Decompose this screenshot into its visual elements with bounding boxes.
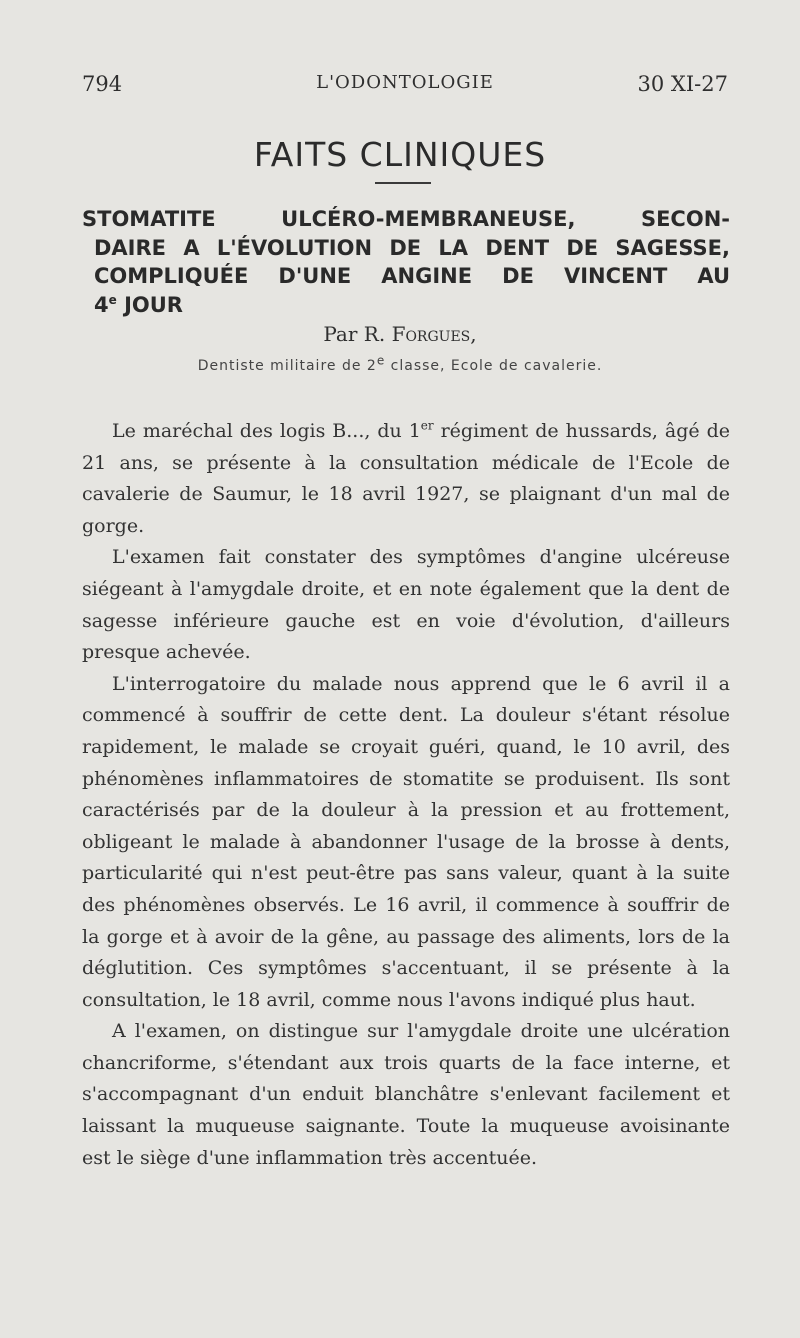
byline-suffix: , xyxy=(470,322,477,346)
paragraph-1-rest: régiment de hussards, âgé de 21 ans, se présente à la consultation médicale de l'Ecole de cavalerie de Saumur, le 18 avril 1927, se plaignant d'un mal de gorge. xyxy=(82,420,730,537)
headline-line-2: DAIRE A L'ÉVOLUTION DE LA DENT DE SAGESSE, xyxy=(94,235,730,260)
journal-title: L'ODONTOLOGIE xyxy=(316,72,494,93)
headline-line-3: COMPLIQUÉE D'UNE ANGINE DE VINCENT AU xyxy=(94,264,730,288)
byline-prefix: Par R. xyxy=(323,322,392,346)
issue-date: 30 XI-27 xyxy=(637,72,728,96)
headline-line-1: STOMATITE ULCÉRO-MEMBRANEUSE, SECON- xyxy=(82,207,730,231)
affiliation-after: classe, Ecole de cavalerie. xyxy=(385,358,603,374)
headline-day-suffix: e xyxy=(108,292,117,307)
headline-day-number: 4 xyxy=(94,292,109,317)
article-body xyxy=(82,416,730,1174)
paragraph-2: L'examen fait constater des symptômes d'angine ulcéreuse siégeant à l'amygdale droite, et en note également que la dent de sagesse inférieure gauche est en voie d'évolution, d'ailleurs presque achevée. xyxy=(82,546,730,664)
paragraph-1-start: Le maréchal des logis B..., du 1 xyxy=(112,420,421,442)
affiliation-before: Dentiste militaire de 2 xyxy=(197,358,377,374)
headline-day-text: JOUR xyxy=(116,292,183,317)
author-name: Forgues xyxy=(391,322,471,346)
paragraph-4: A l'examen, on distingue sur l'amygdale droite une ulcération chancriforme, s'étendant aux trois quarts de la face interne, et s'accompagnant d'un enduit blanchâtre s'enlevant facilement et laissant la muqueuse saignante. Toute la muqueuse avoisinante est le siège d'une inflammation très accentuée. xyxy=(82,1020,730,1169)
running-head xyxy=(82,72,728,102)
section-title: FAITS CLINIQUES xyxy=(253,135,547,174)
paragraph-1 xyxy=(82,416,730,542)
ordinal-suffix: er xyxy=(420,418,434,433)
author-affiliation xyxy=(0,353,800,374)
headline-line-4 xyxy=(82,291,730,320)
title-divider xyxy=(375,182,431,184)
page-number: 794 xyxy=(82,72,123,96)
paragraph-3: L'interrogatoire du malade nous apprend que le 6 avril il a commencé à souffrir de cette dent. La douleur s'étant résolue rapidement, le malade se croyait guéri, quand, le 10 avril, des phénomènes inflammatoires de stomatite se produisent. Ils sont caractérisés par de la douleur à la pression et au frottement, obligeant le malade à abandonner l'usage de la brosse à dents, particularité qui n'est peut-être pas sans valeur, quant à la suite des phénomènes observés. Le 16 avril, il commence à souffrir de la gorge et à avoir de la gêne, au passage des aliments, lors de la déglutition. Ces symptômes s'accentuant, il se présente à la consultation, le 18 avril, comme nous l'avons indiqué plus haut. xyxy=(82,672,730,1011)
article-headline xyxy=(82,205,730,319)
affiliation-sup: e xyxy=(376,353,386,368)
author-byline xyxy=(0,322,800,346)
